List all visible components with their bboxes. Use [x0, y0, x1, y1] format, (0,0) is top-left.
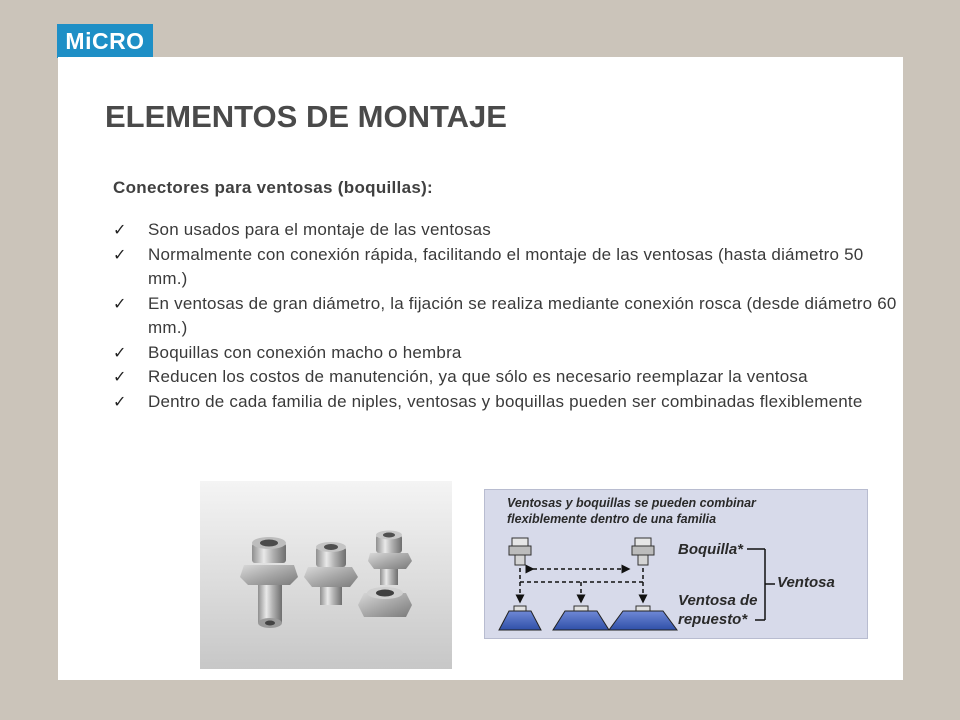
nozzle-left	[509, 538, 531, 565]
bullet-item	[113, 218, 898, 243]
fitting-1	[240, 537, 298, 628]
check-icon: ✓	[113, 293, 127, 313]
slide-subtitle: Conectores para ventosas (boquillas):	[113, 178, 434, 197]
fitting-2	[304, 542, 358, 605]
diagram-drawing	[485, 490, 867, 638]
bullet-item	[113, 292, 898, 341]
diagram-heading-line1: Ventosas y boquillas se pueden combinar	[507, 496, 756, 510]
label-boquilla: Boquilla*	[678, 541, 744, 558]
bullet-item	[113, 365, 898, 390]
bullet-text: En ventosas de gran diámetro, la fijación se realiza mediante conexión rosca (desde diámetro 60 mm.)	[148, 293, 897, 337]
suction-cup-small	[499, 606, 541, 630]
bullet-text: Normalmente con conexión rápida, facilitando el montaje de las ventosas (hasta diámetro 50 mm.)	[148, 244, 864, 288]
combination-diagram	[484, 489, 868, 639]
check-icon: ✓	[113, 367, 127, 386]
slide-title: ELEMENTOS DE MONTAJE	[105, 99, 507, 134]
label-ventosa: Ventosa	[777, 574, 835, 591]
bullet-item	[113, 341, 898, 366]
metal-fittings-photo	[200, 481, 452, 669]
check-icon: ✓	[113, 391, 127, 411]
bracket	[747, 549, 775, 620]
suction-cup-large	[609, 606, 677, 630]
check-icon: ✓	[113, 342, 127, 362]
bullet-text: Reducen los costos de manutención, ya que sólo es necesario reemplazar la ventosa	[148, 367, 808, 386]
fittings-illustration	[200, 481, 452, 669]
bullet-text: Dentro de cada familia de niples, ventosas y boquillas pueden ser combinadas flexiblemente	[148, 391, 863, 411]
bullet-item	[113, 390, 898, 415]
fitting-3	[368, 531, 412, 586]
fitting-4	[358, 587, 412, 617]
diagram-heading-line2: flexiblemente dentro de una familia	[507, 512, 717, 526]
bullet-text: Boquillas con conexión macho o hembra	[148, 342, 462, 362]
check-icon: ✓	[113, 220, 127, 239]
label-repuesto-line2: repuesto*	[678, 611, 748, 628]
micro-logo: MiCRO	[57, 24, 153, 58]
check-icon: ✓	[113, 244, 127, 264]
bullet-text: Son usados para el montaje de las ventosas	[148, 220, 491, 239]
suction-cup-medium	[553, 606, 609, 630]
connection-lines	[520, 568, 643, 602]
bullet-list	[113, 218, 898, 414]
bullet-item	[113, 243, 898, 292]
nozzle-right	[632, 538, 654, 565]
label-repuesto-line1: Ventosa de	[678, 592, 758, 609]
